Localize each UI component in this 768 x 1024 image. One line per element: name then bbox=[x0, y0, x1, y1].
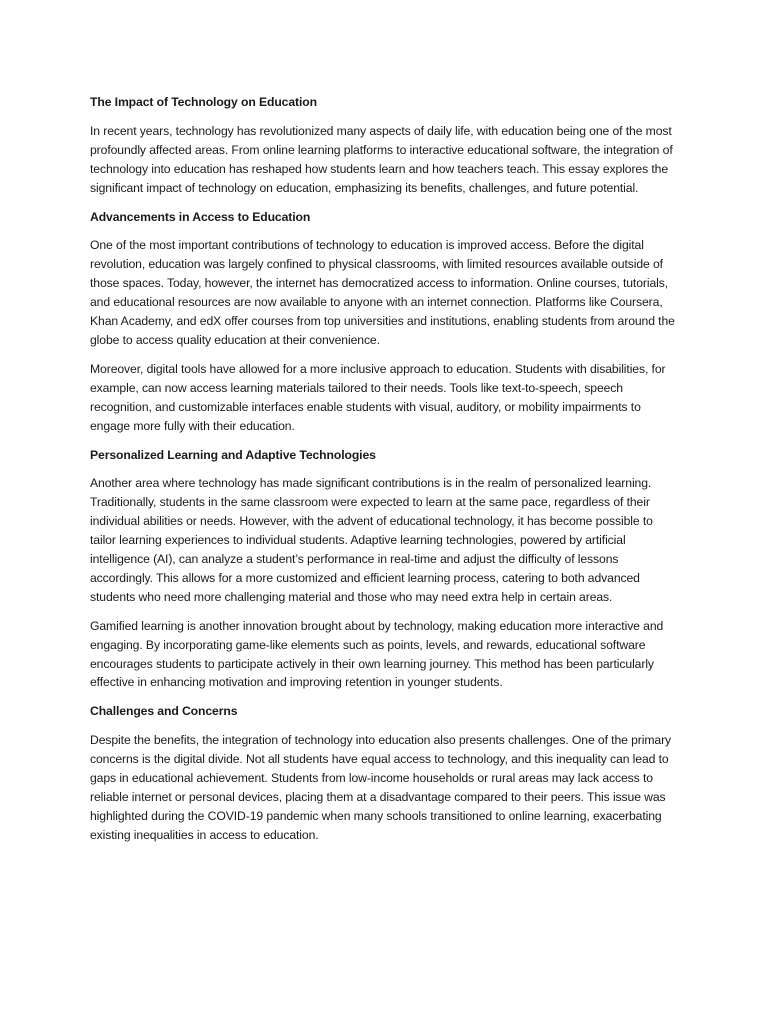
essay-title: The Impact of Technology on Education bbox=[90, 95, 317, 109]
section-heading-challenges: Challenges and Concerns bbox=[90, 704, 238, 719]
section-heading-personalized: Personalized Learning and Adaptive Technologies bbox=[90, 447, 376, 462]
personalized-paragraph-1: Another area where technology has made significant contributions is in the realm of personalized learning. Traditionally, students in the same classroom were expected to learn at the same pace, regardless of their individual abilities or needs. However, with the advent of educational technology, it has become possible to tailor learning experiences to individual students. Adaptive learning technologies, powered by artificial intelligence (AI), can analyze a student’s performance in real-time and adjust the difficulty of lessons accordingly. This allows for a more customized and efficient learning process, catering to both advanced students who need more challenging material and those who may need extra help in certain areas. bbox=[90, 476, 653, 604]
document-body bbox=[90, 93, 678, 855]
personalized-paragraph-2: Gamified learning is another innovation brought about by technology, making education more interactive and engaging. By incorporating game-like elements such as points, levels, and rewards, educational software encourages students to participate actively in their own learning journey. This method has been particularly effective in enhancing motivation and improving retention in younger students. bbox=[90, 618, 664, 690]
section-heading-access: Advancements in Access to Education bbox=[90, 209, 311, 224]
access-paragraph-1: One of the most important contributions of technology to education is improved access. Before the digital revolution, education was largely confined to physical classrooms, with limited resources available outside of those spaces. Today, however, the internet has democratized access to information. Online courses, tutorials, and educational resources are now available to anyone with an internet connection. Platforms like Coursera, Khan Academy, and edX offer courses from top universities and institutions, enabling students from around the globe to access quality education at their convenience. bbox=[90, 238, 675, 347]
intro-paragraph: In recent years, technology has revolutionized many aspects of daily life, with education being one of the most profoundly affected areas. From online learning platforms to interactive educational software, the integration of technology into education has reshaped how students learn and how teachers teach. This essay explores the significant impact of technology on education, emphasizing its benefits, challenges, and future potential. bbox=[90, 123, 673, 195]
challenges-paragraph-1: Despite the benefits, the integration of technology into education also presents challenges. One of the primary concerns is the digital divide. Not all students have equal access to technology, and this inequality can lead to gaps in educational achievement. Students from low-income households or rural areas may lack access to reliable internet or personal devices, placing them at a disadvantage compared to their peers. This issue was highlighted during the COVID-19 pandemic when many schools transitioned to online learning, exacerbating existing inequalities in access to education. bbox=[90, 733, 672, 842]
access-paragraph-2: Moreover, digital tools have allowed for a more inclusive approach to education. Students with disabilities, for example, can now access learning materials tailored to their needs. Tools like text-to-speech, speech recognition, and customizable interfaces enable students with visual, auditory, or mobility impairments to engage more fully with their education. bbox=[90, 361, 666, 433]
